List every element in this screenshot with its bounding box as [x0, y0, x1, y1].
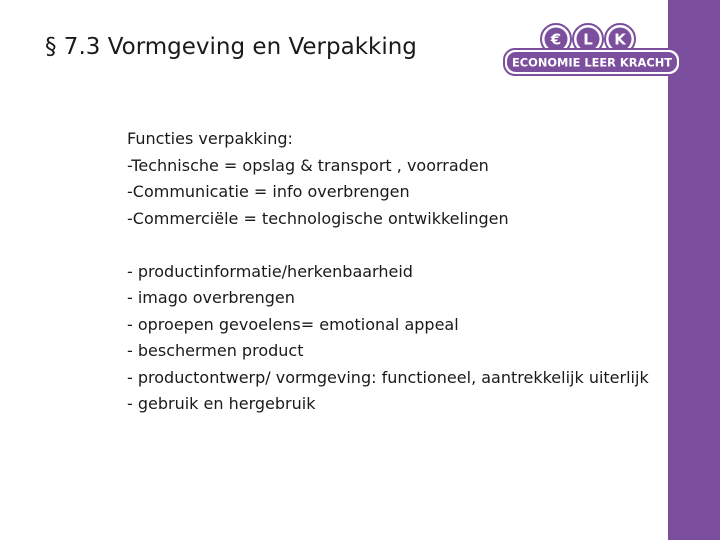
bullet-item: - productinformatie/herkenbaarheid — [127, 261, 413, 281]
intro-heading: Functies verpakking: — [127, 129, 293, 148]
purple-side-bar — [668, 0, 720, 540]
bullet-item: - oproepen gevoelens= emotional appeal — [127, 314, 459, 334]
bullet-item: - gebruik en hergebruik — [127, 394, 316, 413]
logo-letter-euro: € — [550, 30, 562, 49]
logo-text: ECONOMIE LEER KRACHT — [512, 55, 673, 70]
intro-item-commercial: -Commerciële = technologische ontwikkelingen — [127, 208, 509, 228]
bullet-item: - productontwerp/ vormgeving: functioneel, aantrekkelijk uiterlijk — [127, 367, 649, 387]
logo-letter-l: L — [583, 30, 593, 49]
bullet-item: - imago overbrengen — [127, 288, 295, 307]
slide-body — [127, 126, 667, 418]
bullet-item: - beschermen product — [127, 341, 304, 360]
elk-logo — [503, 22, 681, 78]
intro-item-technical: -Technische = opslag & transport , voorraden — [127, 155, 489, 175]
slide-title: § 7.3 Vormgeving en Verpakking — [45, 34, 417, 60]
intro-item-communication: -Communicatie = info overbrengen — [127, 182, 410, 201]
logo-letter-k: K — [614, 30, 626, 49]
paragraph-gap — [127, 232, 667, 259]
